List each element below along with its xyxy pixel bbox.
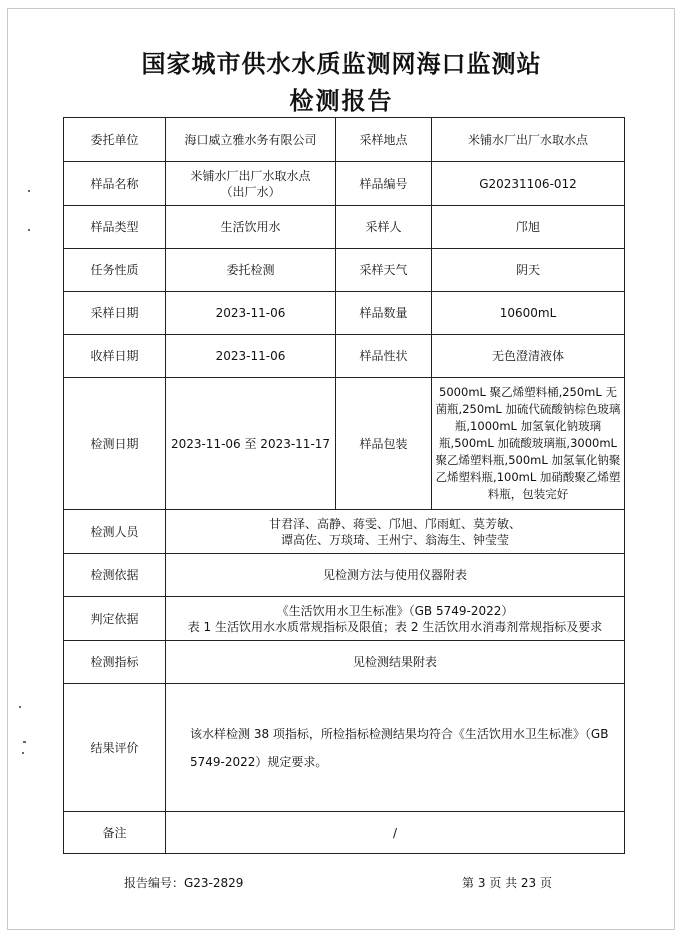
scan-speck — [23, 741, 26, 743]
quantity-label: 样品数量 — [336, 292, 432, 335]
sampling-date-value: 2023-11-06 — [166, 292, 336, 335]
sampler-label: 采样人 — [336, 206, 432, 249]
table-row — [64, 378, 625, 510]
sample-name-label: 样品名称 — [64, 162, 166, 206]
sample-no-value: G20231106-012 — [432, 162, 625, 206]
staff-label: 检测人员 — [64, 510, 166, 554]
site-label: 采样地点 — [336, 118, 432, 162]
sample-no-label: 样品编号 — [336, 162, 432, 206]
table-row — [64, 162, 625, 206]
report-number: 报告编号：G23-2829 — [124, 876, 244, 890]
table-row — [64, 684, 625, 812]
weather-value: 阴天 — [432, 249, 625, 292]
test-date-label: 检测日期 — [64, 378, 166, 510]
staff-value — [166, 510, 625, 554]
table-row — [64, 597, 625, 641]
appearance-value: 无色澄清液体 — [432, 335, 625, 378]
package-label: 样品包装 — [336, 378, 432, 510]
staff-line1: 甘君泽、高静、蒋雯、邝旭、邝雨虹、莫芳敏、 — [268, 516, 521, 531]
table-row — [64, 554, 625, 597]
sample-type-label: 样品类型 — [64, 206, 166, 249]
basis-label: 检测依据 — [64, 554, 166, 597]
remark-value: / — [166, 812, 625, 854]
indicator-label: 检测指标 — [64, 641, 166, 684]
scan-speck — [28, 190, 30, 192]
table-row — [64, 206, 625, 249]
sample-name-value: 米铺水厂出厂水取水点（出厂水） — [166, 162, 336, 206]
report-title-line1: 国家城市供水水质监测网海口监测站 — [141, 50, 542, 78]
judge-value — [166, 597, 625, 641]
receive-date-label: 收样日期 — [64, 335, 166, 378]
table-row — [64, 292, 625, 335]
staff-line2: 谭高佐、万琰琦、王州宁、翁海生、钟莹莹 — [280, 532, 509, 547]
table-row — [64, 510, 625, 554]
scan-speck — [19, 706, 21, 708]
quantity-value: 10600mL — [432, 292, 625, 335]
conclusion-label: 结果评价 — [64, 684, 166, 812]
page-number: 第 3 页 共 23 页 — [462, 876, 552, 890]
sampling-date-label: 采样日期 — [64, 292, 166, 335]
table-row — [64, 641, 625, 684]
task-value: 委托检测 — [166, 249, 336, 292]
report-table — [63, 117, 625, 854]
client-label: 委托单位 — [64, 118, 166, 162]
judge-label: 判定依据 — [64, 597, 166, 641]
table-row — [64, 249, 625, 292]
test-date-value: 2023-11-06 至 2023-11-17 — [166, 378, 336, 510]
site-value: 米铺水厂出厂水取水点 — [432, 118, 625, 162]
table-row — [64, 335, 625, 378]
scan-speck — [28, 229, 30, 231]
weather-label: 采样天气 — [336, 249, 432, 292]
package-value: 5000mL 聚乙烯塑料桶,250mL 无菌瓶,250mL 加硫代硫酸钠棕色玻璃瓶,1000mL 加氢氧化钠玻璃瓶,500mL 加硫酸玻璃瓶,3000mL 聚乙烯塑料瓶,500mL 加氢氧化钠聚乙烯塑料瓶,100mL 加硝酸聚乙烯塑料瓶，包装完好 — [432, 378, 625, 510]
report-title-line2: 检测报告 — [289, 87, 394, 115]
judge-line2: 表 1 生活饮用水水质常规指标及限值；表 2 生活饮用水消毒剂常规指标及要求 — [187, 619, 603, 634]
table-row — [64, 118, 625, 162]
appearance-label: 样品性状 — [336, 335, 432, 378]
judge-line1: 《生活饮用水卫生标准》（GB 5749-2022） — [276, 603, 514, 618]
client-value: 海口威立雅水务有限公司 — [166, 118, 336, 162]
remark-label: 备注 — [64, 812, 166, 854]
sampler-value: 邝旭 — [432, 206, 625, 249]
table-row — [64, 812, 625, 854]
conclusion-value: 该水样检测 38 项指标，所检指标检测结果均符合《生活饮用水卫生标准》（GB 5749-2022）规定要求。 — [166, 684, 625, 812]
scan-speck — [22, 752, 24, 754]
basis-value: 见检测方法与使用仪器附表 — [166, 554, 625, 597]
task-label: 任务性质 — [64, 249, 166, 292]
receive-date-value: 2023-11-06 — [166, 335, 336, 378]
indicator-value: 见检测结果附表 — [166, 641, 625, 684]
sample-type-value: 生活饮用水 — [166, 206, 336, 249]
